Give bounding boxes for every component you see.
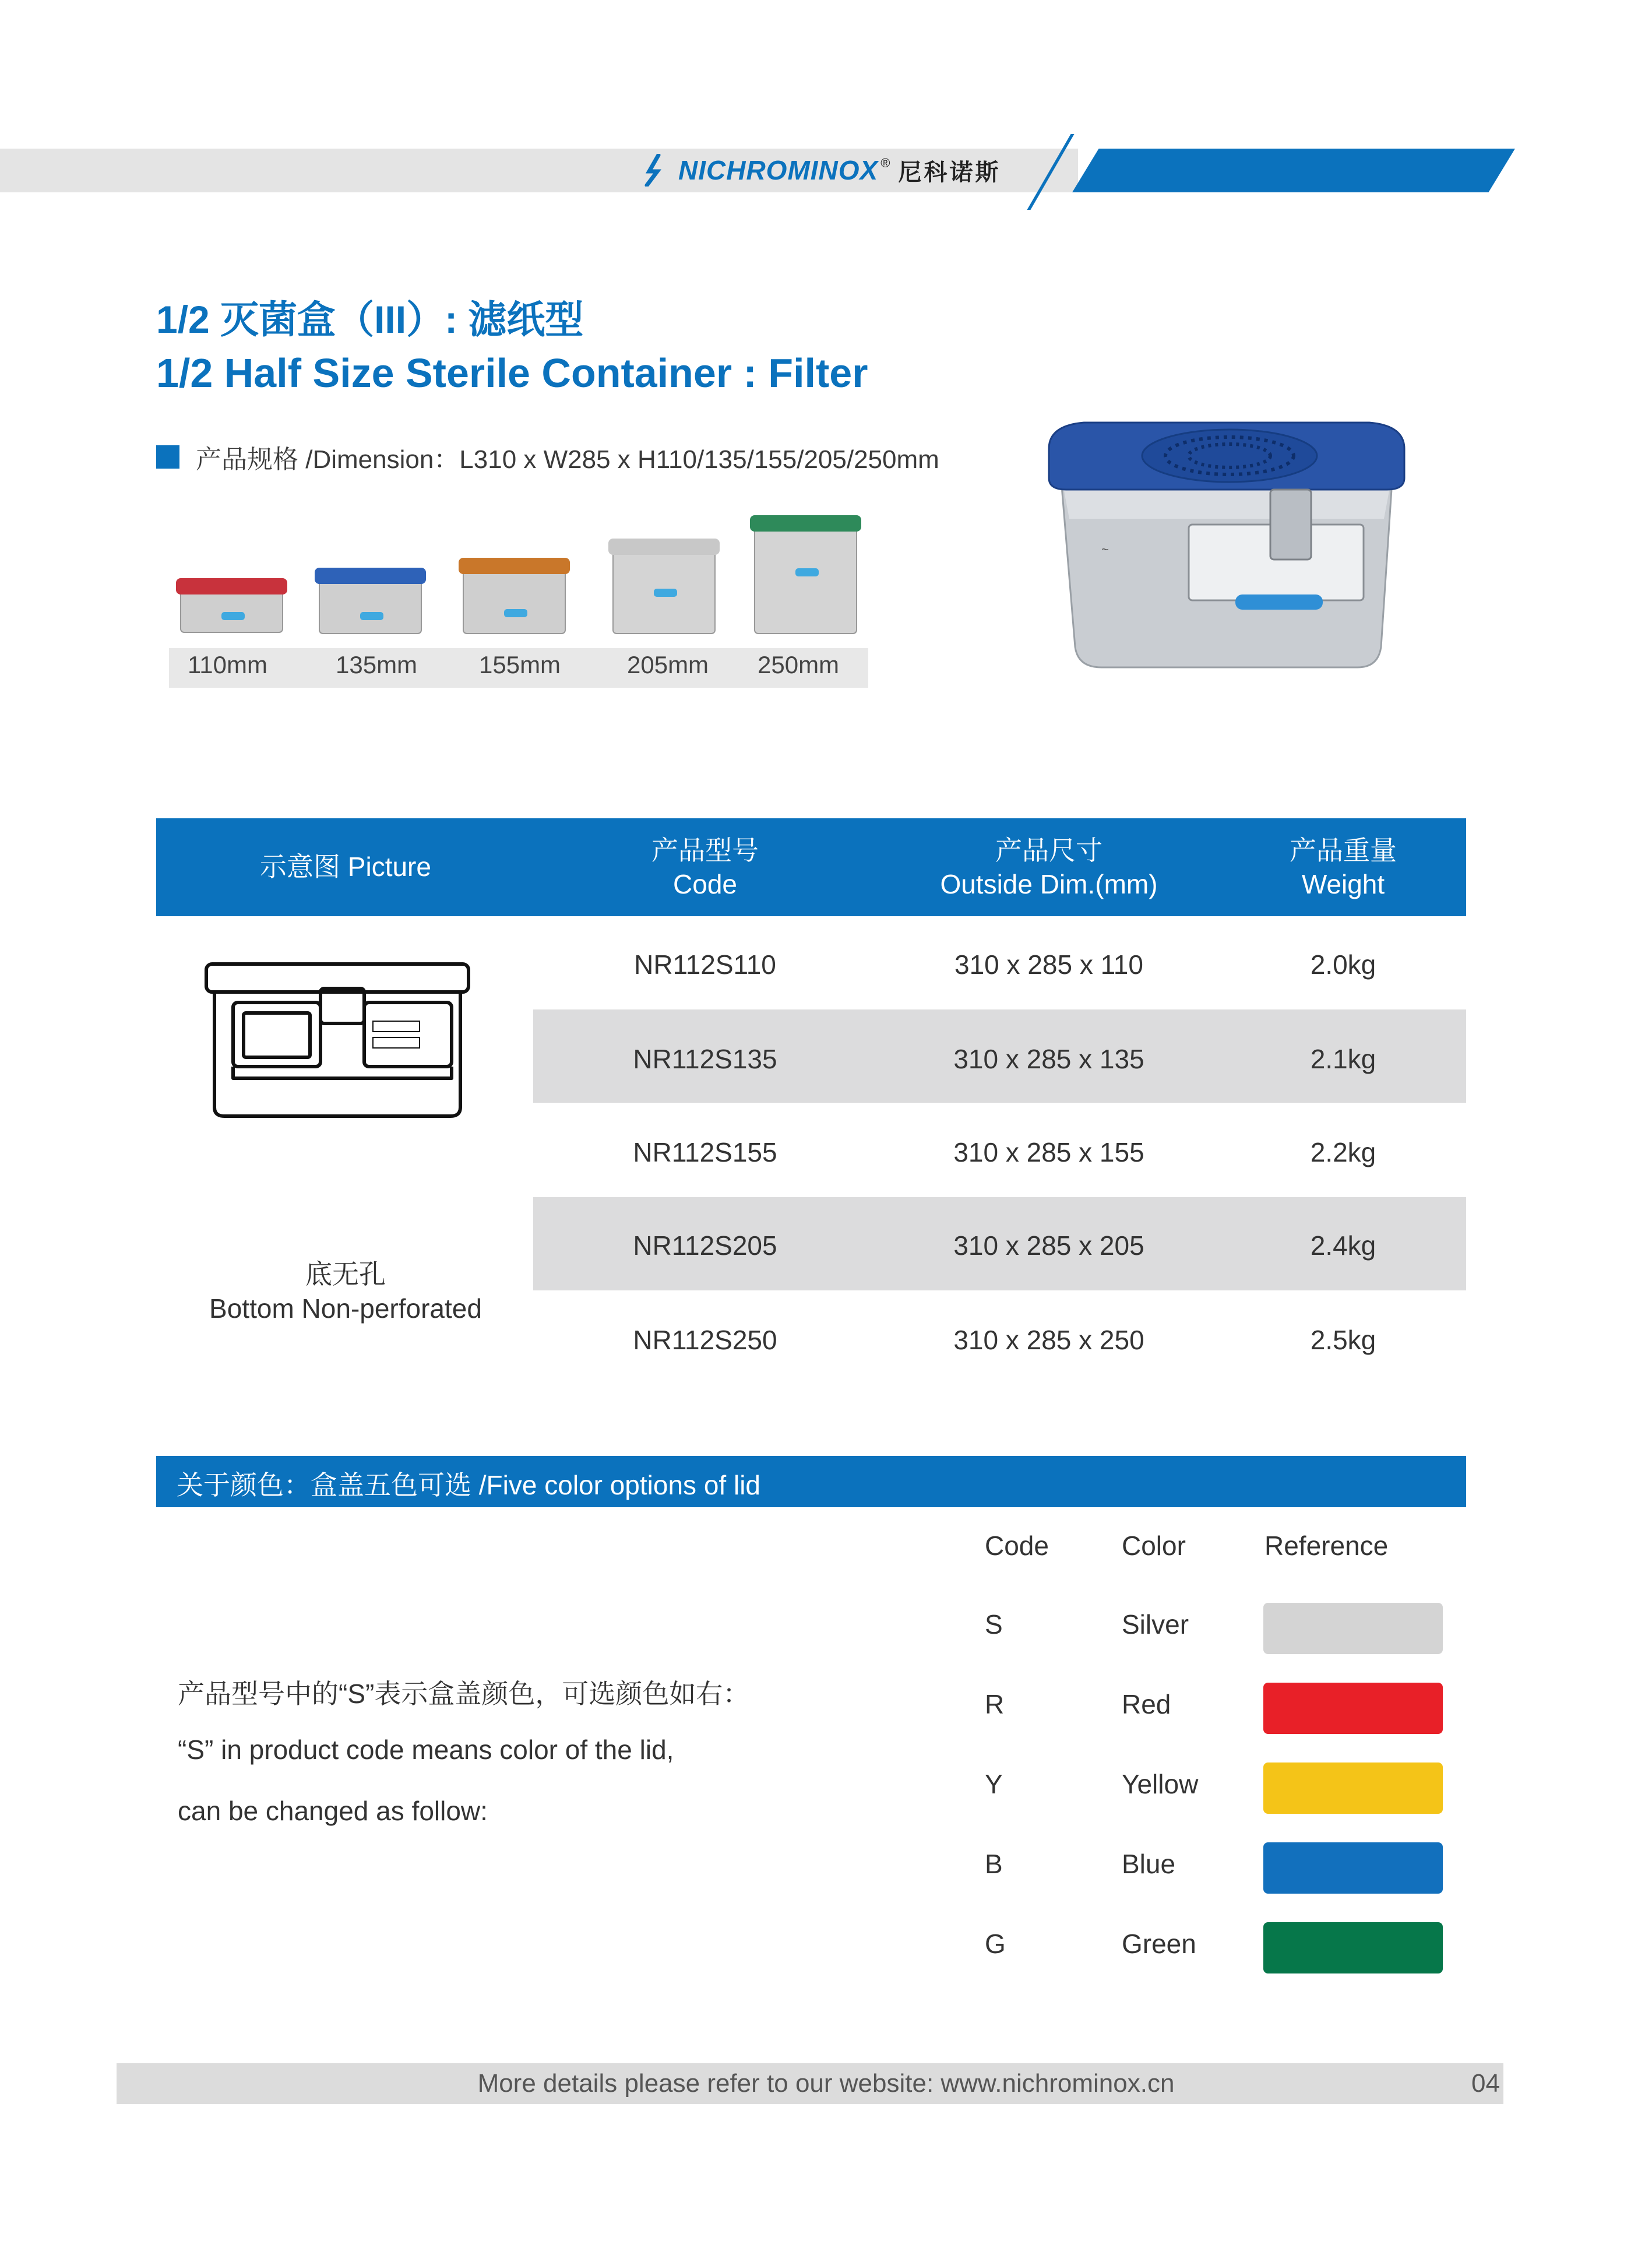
cell-code: NR112S205: [633, 1230, 777, 1261]
color-code: Y: [985, 1769, 1003, 1799]
color-name: Yellow: [1122, 1769, 1199, 1799]
color-name: Silver: [1122, 1609, 1189, 1640]
thumb-205-icon: [608, 539, 720, 634]
page-number: 04: [1471, 2069, 1500, 2098]
swatch-silver: [1263, 1603, 1443, 1654]
size-thumbnails: [169, 513, 868, 644]
color-head-code: Code: [985, 1531, 1049, 1561]
cell-weight: 2.4kg: [1310, 1230, 1376, 1261]
color-code: B: [985, 1849, 1003, 1879]
logo-registered: ®: [880, 156, 890, 170]
header-weight-cn: 产品重量: [1290, 835, 1397, 866]
logo-text: NICHROMINOX: [678, 155, 879, 185]
cell-weight: 2.0kg: [1310, 949, 1376, 980]
bullet-square-icon: [156, 445, 179, 469]
dimension-line: [156, 438, 939, 476]
color-section-band: [156, 1456, 1466, 1507]
color-name: Blue: [1122, 1849, 1176, 1879]
cell-code: NR112S250: [633, 1325, 777, 1355]
page-title-en: 1/2 Half Size Sterile Container : Filter: [156, 350, 868, 396]
page-title-cn: 1/2 灭菌盒（III）: 滤纸型: [156, 298, 584, 341]
logo-chinese: 尼科诺斯: [898, 159, 1001, 185]
header-code-cn: 产品型号: [651, 835, 759, 866]
cell-weight: 2.2kg: [1310, 1137, 1376, 1167]
color-section-title: 关于颜色：盒盖五色可选 /Five color options of lid: [177, 1470, 761, 1500]
swatch-red: [1263, 1683, 1443, 1734]
size-label: 205mm: [627, 651, 709, 678]
color-desc-cn: 产品型号中的“S”表示盒盖颜色，可选颜色如右：: [178, 1679, 750, 1709]
color-code: G: [985, 1929, 1006, 1959]
thumb-250-icon: [750, 515, 861, 634]
color-name: Green: [1122, 1929, 1196, 1959]
cell-dim: 310 x 285 x 250: [953, 1325, 1144, 1355]
cell-dim: 310 x 285 x 205: [953, 1230, 1144, 1261]
header-dim-cn: 产品尺寸: [995, 835, 1102, 866]
product-photo: [1037, 402, 1416, 676]
color-name: Red: [1122, 1689, 1171, 1719]
size-label: 250mm: [758, 651, 840, 678]
size-label: 110mm: [188, 651, 267, 678]
cell-weight: 2.1kg: [1310, 1044, 1376, 1074]
cell-dim: 310 x 285 x 155: [953, 1137, 1144, 1167]
color-code: R: [985, 1689, 1005, 1719]
header-band-blue: [1072, 149, 1515, 192]
brand-logo: [635, 153, 1018, 188]
thumb-110-icon: [176, 578, 287, 632]
size-label: 135mm: [336, 651, 418, 678]
size-label: 155mm: [479, 651, 561, 678]
svg-text:~: ~: [1101, 542, 1109, 557]
cell-code: NR112S155: [633, 1137, 777, 1167]
thumb-155-icon: [459, 558, 570, 634]
picture-caption-cn: 底无孔: [305, 1259, 386, 1289]
cell-dim: 310 x 285 x 135: [953, 1044, 1144, 1074]
header-dim-en: Outside Dim.(mm): [940, 869, 1158, 899]
header-weight-en: Weight: [1301, 869, 1385, 899]
cell-code: NR112S135: [633, 1044, 777, 1074]
logo-mark-icon: [641, 154, 670, 187]
color-head-reference: Reference: [1264, 1531, 1389, 1561]
cell-weight: 2.5kg: [1310, 1325, 1376, 1355]
swatch-blue: [1263, 1842, 1443, 1894]
cell-code: NR112S110: [634, 949, 776, 980]
swatch-yellow: [1263, 1763, 1443, 1814]
header-code-en: Code: [673, 869, 737, 899]
dimension-text: 产品规格 /Dimension：L310 x W285 x H110/135/155/205/250mm: [196, 445, 939, 474]
color-head-color: Color: [1122, 1531, 1186, 1561]
color-desc-en-1: “S” in product code means color of the lid,: [178, 1735, 674, 1765]
container-line-drawing: [198, 956, 478, 1125]
swatch-green: [1263, 1922, 1443, 1973]
header-picture: 示意图 Picture: [260, 852, 431, 882]
cell-dim: 310 x 285 x 110: [954, 949, 1143, 980]
color-desc-en-2: can be changed as follow:: [178, 1796, 488, 1826]
footer-website-note: More details please refer to our website: www.nichrominox.cn: [477, 2069, 1175, 2098]
thumb-135-icon: [315, 568, 426, 634]
picture-caption-en: Bottom Non-perforated: [209, 1293, 482, 1324]
color-code: S: [985, 1609, 1003, 1640]
